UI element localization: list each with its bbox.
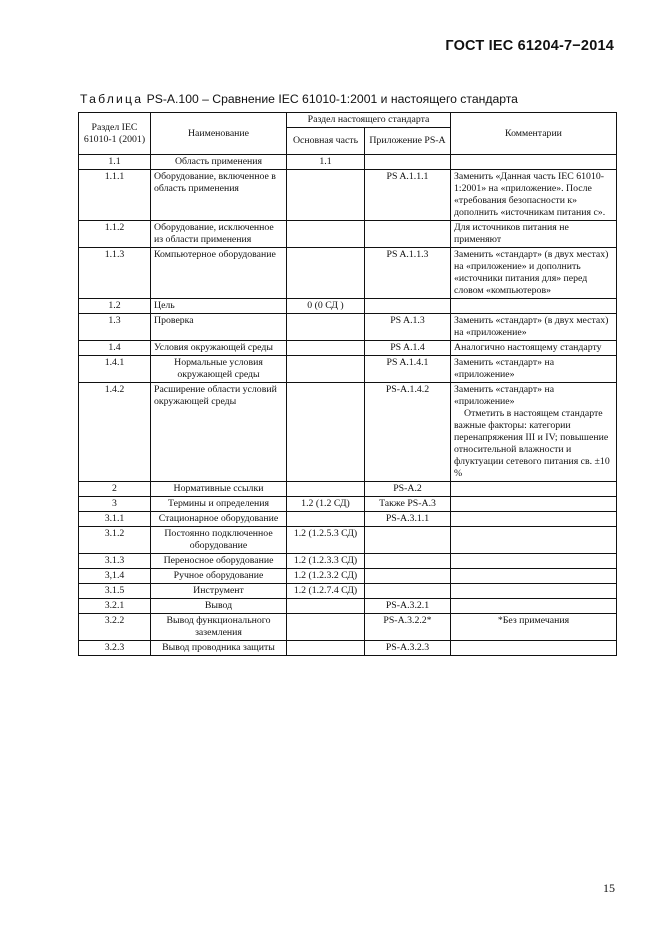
table-row [79,170,617,221]
page-number: 15 [603,881,615,895]
cell-main [287,383,365,482]
cell-section: 3.1.3 [79,554,151,569]
caption-text: PS-A.100 – Сравнение IEC 61010-1:2001 и настоящего стандарта [146,92,518,106]
cell-main [287,641,365,656]
cell-comment [451,155,617,170]
cell-annex [365,584,451,599]
cell-name: Постоянно подключенное оборудование [151,527,287,554]
cell-annex [365,221,451,248]
cell-name: Вывод [151,599,287,614]
cell-main: 1.1 [287,155,365,170]
header-name: Наименование [151,113,287,155]
cell-name: Нормальные условия окружающей среды [151,356,287,383]
cell-section: 1.1 [79,155,151,170]
table-row [79,614,617,641]
table-row [79,155,617,170]
table-row [79,512,617,527]
cell-section: 1.2 [79,299,151,314]
cell-main [287,248,365,299]
table-row [79,641,617,656]
cell-name: Вывод функционального заземления [151,614,287,641]
table-row [79,554,617,569]
cell-comment [451,512,617,527]
cell-name: Оборудование, включенное в область применения [151,170,287,221]
cell-section: 1.4.2 [79,383,151,482]
cell-section: 1.1.3 [79,248,151,299]
comment-line: Отметить в настоящем стандарте важные факторы: категории перенапряжения III и IV; повышение относительной влажности и флуктуации сетевого питания св. ±10 % [454,408,610,479]
cell-section: 3.2.3 [79,641,151,656]
cell-section: 1.3 [79,314,151,341]
header-comments: Комментарии [451,113,617,155]
cell-name: Ручное оборудование [151,569,287,584]
cell-comment [451,482,617,497]
cell-name: Переносное оборудование [151,554,287,569]
cell-name: Инструмент [151,584,287,599]
cell-comment [451,599,617,614]
cell-main: 1.2 (1.2 СД) [287,497,365,512]
table-row [79,314,617,341]
cell-comment [451,383,617,482]
cell-section: 1.1.2 [79,221,151,248]
cell-annex: PS-A.2 [365,482,451,497]
cell-annex: PS-A.3.2.3 [365,641,451,656]
cell-name: Компьютерное оборудование [151,248,287,299]
cell-main: 0 (0 СД ) [287,299,365,314]
cell-annex [365,299,451,314]
cell-comment: Заменить «стандарт» (в двух местах) на «приложение» [451,314,617,341]
cell-annex: PS A.1.3 [365,314,451,341]
cell-main [287,170,365,221]
cell-annex: PS A.1.1.1 [365,170,451,221]
comment-line: Заменить «стандарт» на «приложение» [454,384,555,407]
comparison-table [78,112,617,656]
cell-annex: PS-A.1.4.2 [365,383,451,482]
cell-name: Цель [151,299,287,314]
cell-section: 3.1.5 [79,584,151,599]
table-caption [80,92,518,106]
table-row [79,221,617,248]
cell-annex [365,569,451,584]
cell-section: 3.1.1 [79,512,151,527]
cell-annex: PS-A.3.2.2* [365,614,451,641]
table-row [79,248,617,299]
cell-comment: Заменить «стандарт» на «приложение» [451,356,617,383]
cell-name: Стационарное оборудование [151,512,287,527]
header-section-iec: Раздел IEC 61010-1 (2001) [79,113,151,155]
cell-annex: PS-A.3.1.1 [365,512,451,527]
cell-name: Условия окружающей среды [151,341,287,356]
table-row [79,569,617,584]
table-row [79,497,617,512]
cell-main: 1.2 (1.2.3.2 СД) [287,569,365,584]
cell-comment [451,554,617,569]
cell-section: 2 [79,482,151,497]
cell-main [287,341,365,356]
cell-comment [451,584,617,599]
cell-main [287,221,365,248]
cell-section: 3,1.4 [79,569,151,584]
cell-name: Область применения [151,155,287,170]
cell-section: 3.2.1 [79,599,151,614]
cell-comment: Заменить «стандарт» (в двух местах) на «приложение» и дополнить «источники питания для» перед словом «компьютеров» [451,248,617,299]
cell-annex: PS A.1.4 [365,341,451,356]
cell-main [287,314,365,341]
cell-main [287,512,365,527]
cell-main: 1.2 (1.2.3.3 СД) [287,554,365,569]
cell-annex [365,554,451,569]
cell-comment: Для источников питания не применяют [451,221,617,248]
cell-comment: Заменить «Данная часть IEC 61010-1:2001» на «приложение». После «требования безопасности к» дополнить «источникам питания с». [451,170,617,221]
cell-main: 1.2 (1.2.5.3 СД) [287,527,365,554]
cell-annex: Также PS-A.3 [365,497,451,512]
header-main-part: Основная часть [287,128,365,155]
cell-comment [451,527,617,554]
cell-annex: PS A.1.4.1 [365,356,451,383]
cell-name: Проверка [151,314,287,341]
table-row [79,599,617,614]
caption-label: Таблица [80,92,144,106]
cell-comment [451,299,617,314]
cell-name: Нормативные ссылки [151,482,287,497]
cell-section: 1.4 [79,341,151,356]
cell-comment [451,641,617,656]
cell-name: Термины и определения [151,497,287,512]
header-annex: Приложение PS-A [365,128,451,155]
table-row [79,527,617,554]
table-row [79,341,617,356]
cell-name: Вывод проводника защиты [151,641,287,656]
table-row [79,482,617,497]
cell-section: 1.4.1 [79,356,151,383]
cell-name: Оборудование, исключенное из области применения [151,221,287,248]
cell-comment [451,569,617,584]
cell-main [287,614,365,641]
cell-main: 1.2 (1.2.7.4 СД) [287,584,365,599]
cell-section: 3.1.2 [79,527,151,554]
header-this-standard: Раздел настоящего стандарта [287,113,451,128]
table-row [79,383,617,482]
cell-section: 3 [79,497,151,512]
cell-annex [365,527,451,554]
cell-annex: PS-A.3.2.1 [365,599,451,614]
cell-main [287,599,365,614]
table-row [79,299,617,314]
cell-annex [365,155,451,170]
table-row [79,356,617,383]
cell-section: 1.1.1 [79,170,151,221]
cell-main [287,482,365,497]
standard-designation: ГОСТ IEC 61204-7−2014 [445,38,614,54]
cell-comment: *Без примечания [451,614,617,641]
cell-annex: PS A.1.1.3 [365,248,451,299]
cell-section: 3.2.2 [79,614,151,641]
cell-comment [451,497,617,512]
cell-comment: Аналогично настоящему стандарту [451,341,617,356]
cell-name: Расширение области условий окружающей среды [151,383,287,482]
cell-main [287,356,365,383]
table-row [79,584,617,599]
